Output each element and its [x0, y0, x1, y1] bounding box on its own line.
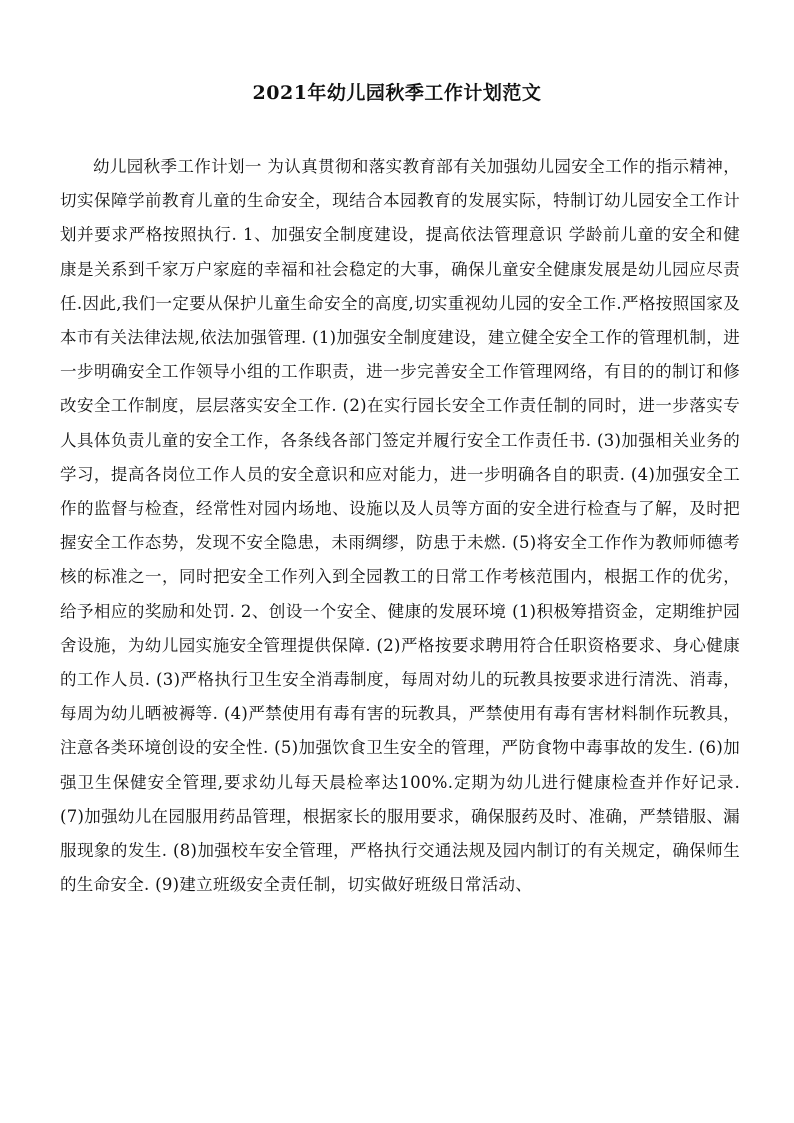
document-title: 2021年幼儿园秋季工作计划范文 — [252, 82, 542, 104]
document-body-paragraph: 幼儿园秋季工作计划一 为认真贯彻和落实教育部有关加强幼儿园安全工作的指示精神，切实保障学前教育儿童的生命安全，现结合本园教育的发展实际，特制订幼儿园安全工作计划并要求严格按照执行. 1、加强安全制度建设，提高依法管理意识 学龄前儿童的安全和健康是关系到千家万户家庭的幸福和社会稳定的大事，确保儿童安全健康发展是幼儿园应尽责任.因此,我们一定要从保护儿童生命安全的高度,切实重视幼儿园的安全工作.严格按照国家及本市有关法律法规,依法加强管理. (1)加强安全制度建设，建立健全安全工作的管理机制，进一步明确安全工作领导小组的工作职责，进一步完善安全工作管理网络，有目的的制订和修改安全工作制度，层层落实安全工作. (2)在实行园长安全工作责任制的同时，进一步落实专人具体负责儿童的安全工作，各条线各部门签定并履行安全工作责任书. (3)加强相关业务的学习，提高各岗位工作人员的安全意识和应对能力，进一步明确各自的职责. (4)加强安全工作的监督与检查，经常性对园内场地、设施以及人员等方面的安全进行检查与了解，及时把握安全工作态势，发现不安全隐患，未雨绸缪，防患于未燃. (5)将安全工作作为教师师德考核的标准之一，同时把安全工作列入到全园教工的日常工作考核范围内，根据工作的优劣，给予相应的奖励和处罚. 2、创设一个安全、健康的发展环境 (1)积极筹措资金，定期维护园舍设施，为幼儿园实施安全管理提供保障. (2)严格按要求聘用符合任职资格要求、身心健康的工作人员. (3)严格执行卫生安全消毒制度，每周对幼儿的玩教具按要求进行清洗、消毒，每周为幼儿晒被褥等. (4)严禁使用有毒有害的玩教具，严禁使用有毒有害材料制作玩教具，注意各类环境创设的安全性. (5)加强饮食卫生安全的管理，严防食物中毒事故的发生. (6)加强卫生保健安全管理,要求幼儿每天晨检率达100%.定期为幼儿进行健康检查并作好记录. (7)加强幼儿在园服用药品管理，根据家长的服用要求，确保服药及时、准确，严禁错服、漏服现象的发生. (8)加强校车安全管理，严格执行交通法规及园内制订的有关规定，确保师生的生命安全. (9)建立班级安全责任制，切实做好班级日常活动、 — [60, 157, 740, 895]
